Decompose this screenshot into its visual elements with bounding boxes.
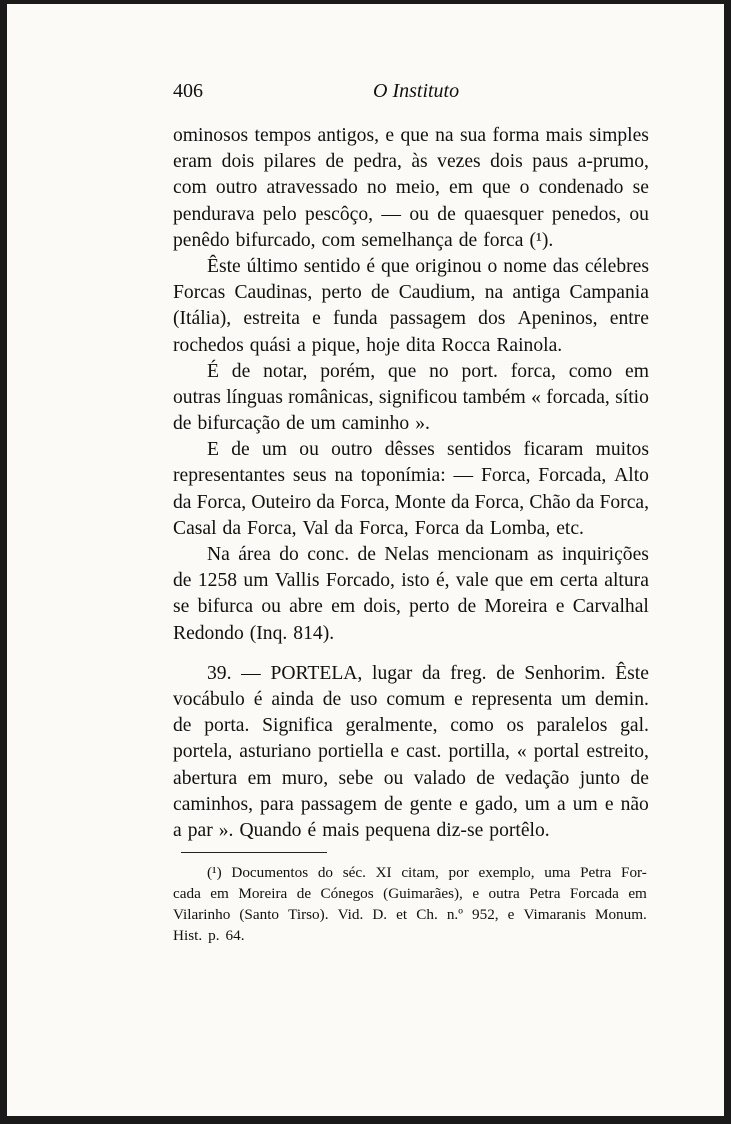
- text-line: caminhos, para passagem de gente e gado, um a um e não: [173, 793, 649, 815]
- footnote: [173, 862, 647, 946]
- paragraph: [173, 661, 649, 844]
- paragraph: [173, 123, 649, 254]
- text-line: Redondo (Inq. 814).: [173, 622, 335, 644]
- paragraph: [173, 437, 649, 542]
- text-line: ominosos tempos antigos, e que na sua forma mais simples: [173, 125, 649, 146]
- text-line: Êste último sentido é que originou o nome das célebres: [207, 255, 649, 277]
- text-line: a par ». Quando é mais pequena diz-se portêlo.: [173, 819, 550, 841]
- paragraph: [173, 254, 649, 359]
- body-text: [173, 123, 649, 844]
- text-line: da Forca, Outeiro da Forca, Monte da Forca, Chão da Forca,: [173, 491, 649, 513]
- text-line: outras línguas românicas, significou também « forcada, sítio: [173, 386, 649, 408]
- text-line: de porta. Significa geralmente, como os paralelos gal.: [173, 715, 649, 737]
- text-line: de bifurcação de um caminho ».: [173, 413, 430, 435]
- paragraph: [173, 359, 649, 438]
- footnote-line: cada em Moreira de Cónegos (Guimarães), e outra Petra Forcada em: [173, 885, 647, 902]
- footnote-line: Vilarinho (Santo Tirso). Vid. D. et Ch. n.º 952, e Vimaranis Monum.: [173, 906, 647, 923]
- page-header: [173, 80, 644, 106]
- text-line: Forcas Caudinas, perto de Caudium, na antiga Campania: [173, 282, 649, 304]
- text-line: E de um ou outro dêsses sentidos ficaram muitos: [207, 439, 649, 461]
- text-line: se bifurca ou abre em dois, perto de Moreira e Carvalhal: [173, 596, 649, 618]
- text-line: com outro atravessado no meio, em que o condenado se: [173, 177, 649, 199]
- page-number: 406: [173, 80, 203, 102]
- text-line: pendurava pelo pescôço, — ou de quaesquer penedos, ou: [173, 203, 649, 225]
- text-line: (Itália), estreita e funda passagem dos Apeninos, entre: [173, 308, 649, 330]
- text-line: abertura em muro, sebe ou valado de vedação junto de: [173, 767, 649, 789]
- paragraph: [173, 542, 649, 647]
- text-line: rochedos quási a pique, hoje dita Rocca Rainola.: [173, 334, 563, 356]
- text-line: É de notar, porém, que no port. forca, como em: [207, 360, 649, 382]
- text-line: de 1258 um Vallis Forcado, isto é, vale que em certa altura: [173, 570, 649, 592]
- text-line: portela, asturiano portiella e cast. portilla, « portal estreito,: [173, 741, 649, 763]
- text-line: penêdo bifurcado, com semelhança de forca (¹).: [173, 229, 554, 251]
- footnote-line: (¹) Documentos do séc. XI citam, por exemplo, uma Petra For-: [207, 864, 647, 881]
- text-line: Casal da Forca, Val da Forca, Forca da Lomba, etc.: [173, 517, 584, 539]
- document-page: [7, 4, 724, 1116]
- text-line: eram dois pilares de pedra, às vezes dois paus a-prumo,: [173, 151, 649, 173]
- section-gap: [173, 647, 649, 661]
- text-line: vocábulo é ainda de uso comum e representa um demin.: [173, 688, 649, 710]
- text-line: representantes seus na toponímia: — Forca, Forcada, Alto: [173, 465, 649, 487]
- footnote-line: Hist. p. 64.: [173, 927, 245, 944]
- running-title: O Instituto: [373, 80, 460, 102]
- text-line: Na área do conc. de Nelas mencionam as inquirições: [207, 544, 649, 565]
- text-line: 39. — PORTELA, lugar da freg. de Senhorim. Êste: [207, 662, 649, 684]
- footnote-divider: [181, 852, 327, 853]
